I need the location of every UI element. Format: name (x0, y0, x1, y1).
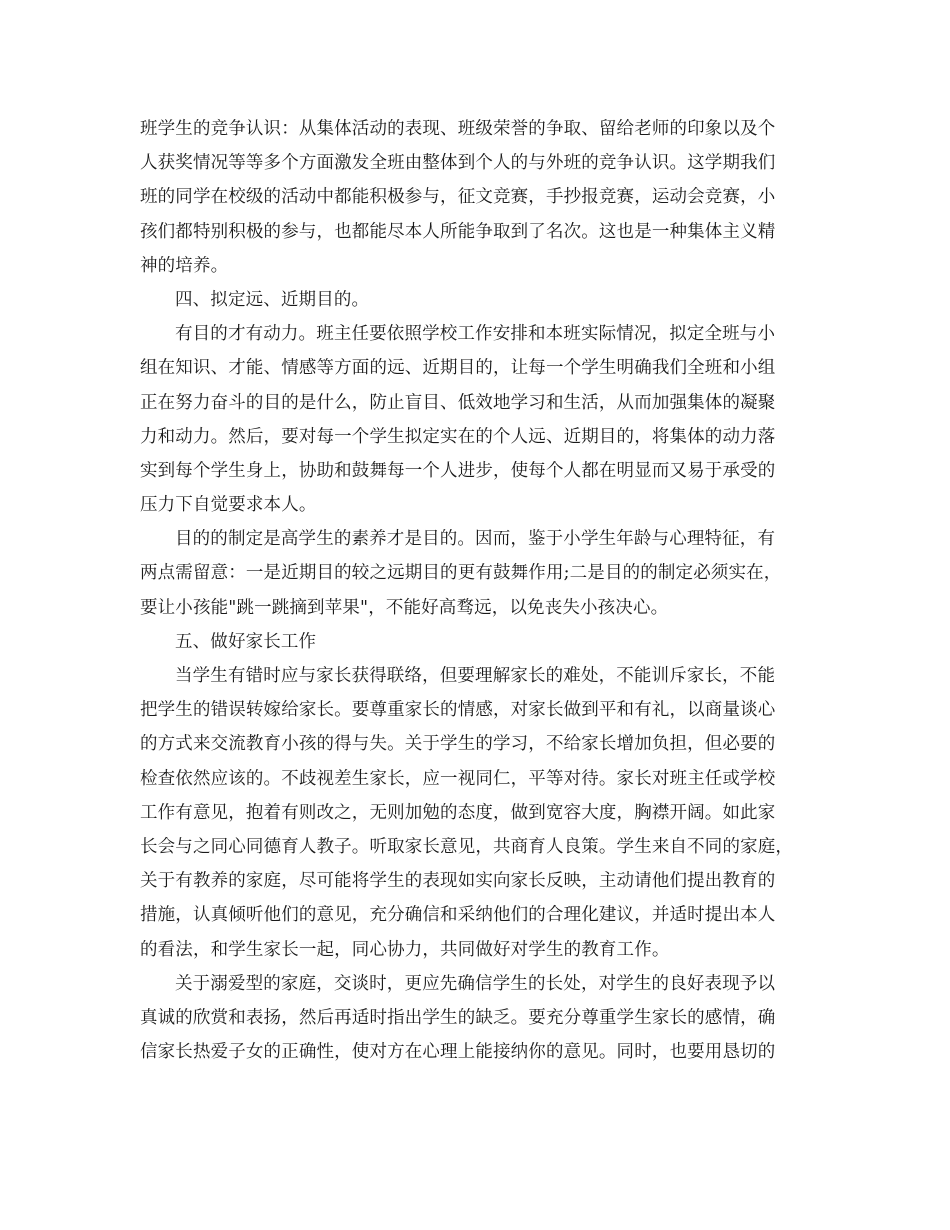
text-line: 人获奖情况等等多个方面激发全班由整体到个人的与外班的竞争认识。这学期我们 (140, 153, 776, 174)
text-line: 组在知识、才能、情感等方面的远、近期目的，让每一个学生明确我们全班和小组 (140, 358, 776, 379)
text-line: 真诚的欣赏和表扬，然后再适时指出学生的缺乏。要充分尊重学生家长的感情，确 (140, 1007, 776, 1028)
text-line: 信家长热爱子女的正确性，使对方在心理上能接纳你的意见。同时，也要用恳切的 (140, 1042, 776, 1063)
text-line: 压力下自觉要求本人。 (140, 495, 317, 516)
text-line: 实到每个学生身上，协助和鼓舞每一个人进步，使每个人都在明显而又易于承受的 (140, 460, 776, 481)
text-line: 措施，认真倾听他们的意见，充分确信和采纳他们的合理化建议，并适时提出本人 (140, 905, 776, 926)
text-line: 长会与之同心同德育人教子。听取家长意见，共商育人良策。学生来自不同的家庭， (140, 836, 794, 857)
text-line: 的方式来交流教育小孩的得与失。关于学生的学习，不给家长增加负担，但必要的 (140, 734, 776, 755)
text-line: 工作有意见，抱着有则改之，无则加勉的态度，做到宽容大度，胸襟开阔。如此家 (140, 802, 776, 823)
section-heading: 四、拟定远、近期目的。 (175, 289, 370, 310)
text-line: 要让小孩能"跳一跳摘到苹果"，不能好高骛远，以免丧失小孩决心。 (140, 597, 669, 618)
text-line: 有目的才有动力。班主任要依照学校工作安排和本班实际情况，拟定全班与小 (175, 324, 776, 345)
text-line: 目的的制定是高学生的素养才是目的。因而，鉴于小学生年龄与心理特征，有 (175, 529, 776, 550)
text-line: 班的同学在校级的活动中都能积极参与，征文竞赛，手抄报竞赛，运动会竞赛，小 (140, 187, 776, 208)
text-line: 正在努力奋斗的目的是什么，防止盲目、低效地学习和生活，从而加强集体的凝聚 (140, 392, 776, 413)
text-line: 把学生的错误转嫁给家长。要尊重家长的情感，对家长做到平和有礼，以商量谈心 (140, 700, 776, 721)
text-line: 检查依然应该的。不歧视差生家长，应一视同仁，平等对待。家长对班主任或学校 (140, 768, 776, 789)
text-line: 孩们都特别积极的参与，也都能尽本人所能争取到了名次。这也是一种集体主义精 (140, 221, 776, 242)
text-line: 神的培养。 (140, 255, 229, 276)
text-line: 关于有教养的家庭，尽可能将学生的表现如实向家长反映，主动请他们提出教育的 (140, 871, 776, 892)
text-line: 关于溺爱型的家庭，交谈时，更应先确信学生的长处，对学生的良好表现予以 (175, 973, 776, 994)
document-page (140, 112, 812, 1069)
section-heading: 五、做好家长工作 (175, 631, 317, 652)
text-line: 的看法，和学生家长一起，同心协力，共同做好对学生的教育工作。 (140, 939, 670, 960)
text-line: 当学生有错时应与家长获得联络，但要理解家长的难处，不能训斥家长，不能 (175, 666, 776, 686)
text-line: 力和动力。然后，要对每一个学生拟定实在的个人远、近期目的，将集体的动力落 (140, 426, 776, 447)
text-line: 两点需留意：一是近期目的较之远期目的更有鼓舞作用;二是目的的制定必须实在， (140, 563, 782, 584)
text-line: 班学生的竞争认识：从集体活动的表现、班级荣誉的争取、留给老师的印象以及个 (140, 119, 776, 139)
